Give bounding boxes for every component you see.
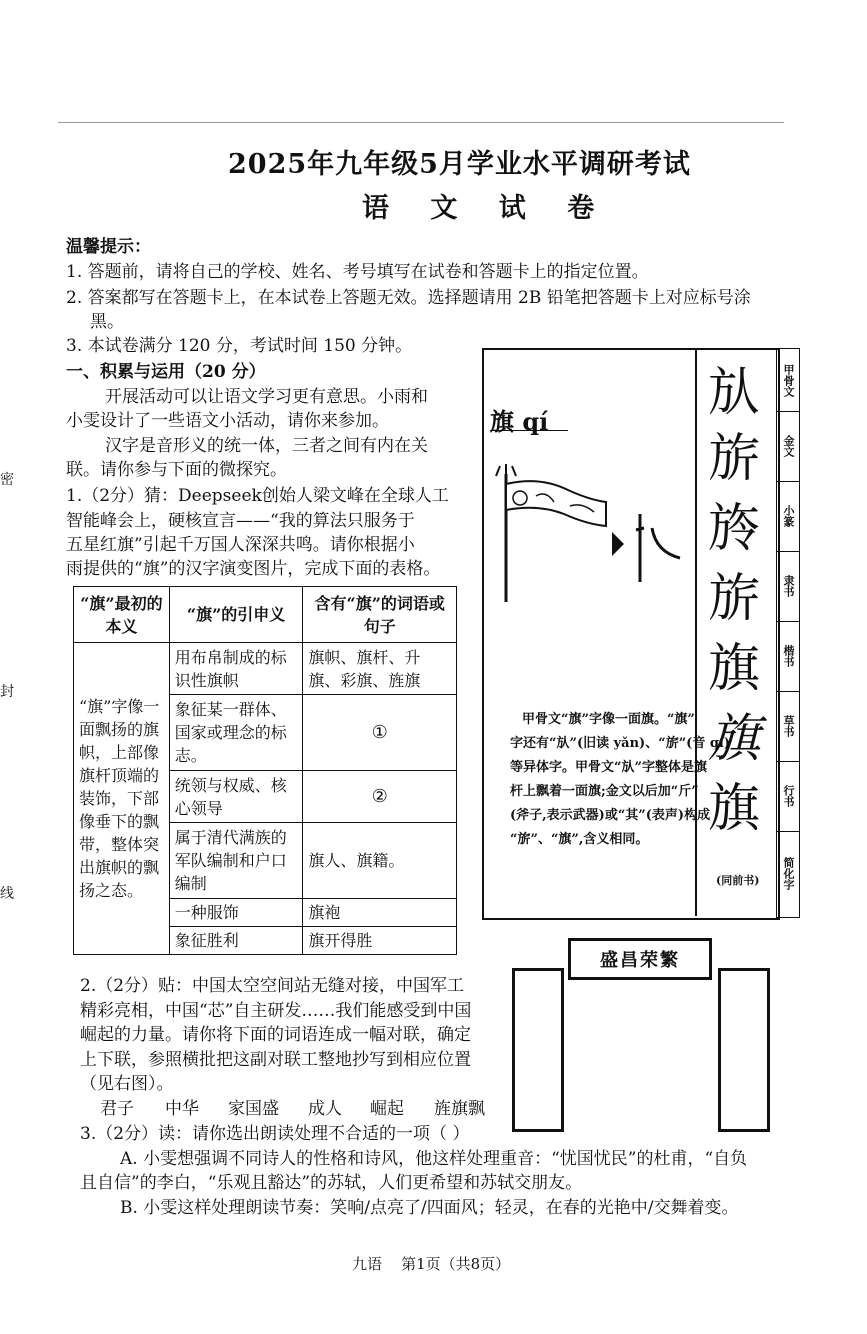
couplet-scroll-right[interactable] bbox=[718, 968, 770, 1132]
table-cell: 象征胜利 bbox=[169, 927, 303, 955]
couplet-word: 崛起 bbox=[370, 1099, 404, 1119]
table-cell: 旗人、旗籍。 bbox=[303, 823, 457, 899]
table-cell: 旗袍 bbox=[303, 899, 457, 927]
script-label: 楷书 bbox=[777, 621, 799, 692]
table-header: “旗”最初的本义 bbox=[74, 587, 170, 643]
qi-meaning-table bbox=[73, 586, 457, 955]
couplet-word: 旌旗飘 bbox=[434, 1099, 485, 1119]
header-box bbox=[58, 122, 784, 247]
couplet-word: 家国盛 bbox=[228, 1099, 279, 1119]
intro-line: 小雯设计了一些语文小活动，请你来参加。 bbox=[66, 411, 389, 431]
answer-blank-2[interactable]: ② bbox=[303, 771, 457, 823]
q3-option-b: B. 小雯这样处理朗读节奏：笑响/点亮了/四面风；轻灵，在春的光艳中/交舞着变。 bbox=[120, 1198, 739, 1218]
q2-line: 2.（2分）贴：中国太空空间站无缝对接，中国军工 bbox=[80, 976, 465, 996]
figure-note: 杆上飘着一面旗;金文以后加“斤” bbox=[510, 784, 699, 799]
figure-source: (同前书) bbox=[716, 874, 760, 887]
couplet-word: 中华 bbox=[165, 1099, 199, 1119]
table-cell: 旗开得胜 bbox=[303, 927, 457, 955]
q1-line: 智能峰会上，硬核宣言——“我的算法只服务于 bbox=[66, 511, 415, 531]
script-label: 草书 bbox=[777, 691, 799, 762]
seal-mark: 密 bbox=[0, 472, 14, 488]
glyph-running: 旗 bbox=[708, 779, 761, 839]
figure-note: 等异体字。甲骨文“㫃”字整体是旗 bbox=[510, 760, 707, 775]
intro-line: 联。请你参与下面的微探究。 bbox=[66, 460, 287, 480]
section-heading: 一、积累与运用（20 分） bbox=[66, 362, 266, 382]
qi-char-label: 旗 qí bbox=[490, 407, 549, 436]
page-footer: 九语 第1页（共8页） bbox=[352, 1255, 511, 1273]
original-meaning-cell: “旗”字像一面飘扬的旗帜，上部像旗杆顶端的装饰，下部像垂下的飘带，整体突出旗帜的飘扬之态。 bbox=[74, 643, 170, 955]
q1-line: 1.（2分）猜：Deepseek创始人梁文峰在全球人工 bbox=[66, 486, 449, 506]
script-label: 行书 bbox=[777, 761, 799, 832]
table-cell: 旗帜、旗杆、升旗、彩旗、旌旗 bbox=[303, 643, 457, 695]
couplet-word: 成人 bbox=[308, 1099, 342, 1119]
q2-line: （见右图）。 bbox=[80, 1074, 174, 1094]
couplet-banner bbox=[568, 938, 712, 980]
table-cell: 一种服饰 bbox=[169, 899, 303, 927]
q1-line: 五星红旗”引起千万国人深深共鸣。请你根据小 bbox=[66, 535, 415, 555]
intro-line: 汉字是音形义的统一体，三者之间有内在关 bbox=[105, 436, 428, 456]
tip-item: 3. 本试卷满分 120 分，考试时间 150 分钟。 bbox=[66, 336, 413, 356]
couplet-word: 君子 bbox=[100, 1099, 134, 1119]
script-label: 简化字 bbox=[782, 856, 795, 890]
q3-option-a: 且自信”的李白，“乐观且豁达”的苏轼，人们更希望和苏轼交朋友。 bbox=[80, 1173, 583, 1193]
glyph-clerical: 旂 bbox=[708, 569, 761, 629]
script-label: 甲骨文 bbox=[777, 349, 799, 412]
tip-item: 2. 答案都写在答题卡上，在本试卷上答题无效。选择题请用 2B 铅笔把答题卡上对应标号涂 bbox=[66, 288, 751, 308]
glyph-cursive: 旗 bbox=[708, 709, 761, 769]
tip-item: 1. 答题前，请将自己的学校、姓名、考号填写在试卷和答题卡上的指定位置。 bbox=[66, 262, 649, 282]
q3-option-a: A. 小雯想强调不同诗人的性格和诗风，他这样处理重音：“忧国忧民”的杜甫，“自负 bbox=[120, 1149, 748, 1169]
script-label: 隶书 bbox=[777, 551, 799, 622]
intro-line: 开展活动可以让语文学习更有意思。小雨和 bbox=[105, 387, 428, 407]
glyph-regular: 旗 bbox=[708, 639, 761, 699]
script-label: 小篆 bbox=[777, 481, 799, 552]
figure-note: “旂”、“旗”,含义相同。 bbox=[510, 832, 649, 847]
flag-drawing bbox=[490, 462, 690, 612]
glyph-bronze: 旂 bbox=[708, 429, 761, 489]
exam-subtitle: 语 文 试 卷 bbox=[362, 193, 611, 224]
banner-text: 盛昌荣繁 bbox=[600, 950, 680, 971]
q3-stem: 3.（2分）读：请你选出朗读处理不合适的一项（ ） bbox=[80, 1124, 470, 1144]
figure-note: (斧子,表示武器)或“其”(表声)构成 bbox=[510, 808, 711, 823]
table-header: “旗”的引申义 bbox=[169, 587, 303, 643]
table-cell: 象征某一群体、国家或理念的标志。 bbox=[169, 695, 303, 771]
figure-note: 甲骨文“旗”字像一面旗。“旗” bbox=[522, 712, 695, 727]
table-cell: 统领与权威、核心领导 bbox=[169, 771, 303, 823]
glyph-seal: 旍 bbox=[708, 499, 761, 559]
script-label: 金文 bbox=[777, 411, 799, 482]
answer-blank-1[interactable]: ① bbox=[303, 695, 457, 771]
script-label-column bbox=[776, 348, 800, 918]
tips-heading: 温馨提示： bbox=[66, 237, 151, 257]
exam-title: 2025年九年级5月学业水平调研考试 bbox=[228, 149, 691, 180]
glyph-oracle: 㫃 bbox=[708, 363, 761, 423]
q1-line: 雨提供的“旗”的汉字演变图片，完成下面的表格。 bbox=[66, 559, 441, 579]
seal-mark: 线 bbox=[0, 886, 14, 902]
label-underline bbox=[490, 430, 568, 431]
q2-line: 上下联，参照横批把这副对联工整地抄写到相应位置 bbox=[80, 1050, 471, 1070]
q2-line: 崛起的力量。请你将下面的词语连成一幅对联，确定 bbox=[80, 1025, 471, 1045]
tip-item: 黑。 bbox=[90, 312, 124, 332]
couplet-scroll-left[interactable] bbox=[512, 968, 564, 1132]
table-header: 含有“旗”的词语或句子 bbox=[303, 587, 457, 643]
seal-mark: 封 bbox=[0, 684, 14, 700]
table-cell: 属于清代满族的军队编制和户口编制 bbox=[169, 823, 303, 899]
table-cell: 用布帛制成的标识性旗帜 bbox=[169, 643, 303, 695]
figure-note: 字还有“㫃”(旧读 yǎn)、“旂”(音 qí) bbox=[510, 736, 731, 751]
q2-line: 精彩亮相，中国“芯”自主研发……我们能感受到中国 bbox=[80, 1001, 472, 1021]
